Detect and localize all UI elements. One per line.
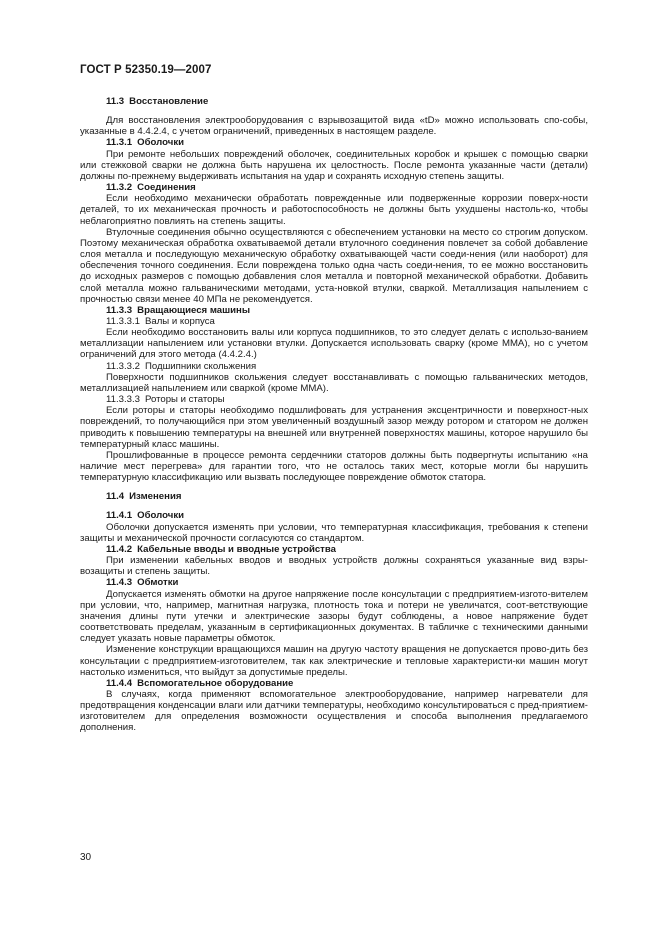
subsection-title: Роторы и статоры [144, 394, 225, 406]
section-heading-11-3 [106, 96, 588, 107]
subsection-number: 11.3.3.2 [106, 360, 140, 372]
document-header: ГОСТ Р 52350.19—2007 [80, 64, 212, 76]
section-title: Оболочки [137, 137, 185, 149]
paragraph-11-3-3-3-a: Если роторы и статоры необходимо подшлифовать для устранения эксцентричности и поверхност-ных повреждений, то получающийся при этом увеличенный воздушный зазор между ротором и статором не должен приводить к повышению температуры на внешней или внутренней поверхностях машины, которое нарушило бы температурный класс машины. [80, 405, 588, 450]
paragraph-11-3-intro: Для восстановления электрооборудования с взрывозащитой вида «tD» можно использовать спо-собы, указанные в 4.4.2.4, с учетом ограничений, приведенных в настоящем разделе. [80, 115, 588, 138]
paragraph-11-3-2-b: Втулочные соединения обычно осуществляются с обеспечением установки на место со строгим допуском. Поэтому механическая обработка охватываемой детали втулочного соединения повлечет за собой добавление слоя металла и последующую механическую обработку охватывающей части соеди-нения (или наоборот) для обеспечения точного соединения. Если повреждена только одна часть соеди-нения, то ее можно восстановить до исходных размеров с помощью добавления слоя металла и повторной механической обработки. Добавить слой металла можно гальваническими методами, уста-новкой втулки, сваркой. Металлизация напылением с прочностью связи менее 40 МПа не рекомендуется. [80, 226, 588, 305]
section-title: Вращающиеся машины [137, 304, 251, 316]
page-number: 30 [80, 852, 92, 863]
section-heading-11-4-3 [106, 577, 588, 588]
section-number: 11.4.2 [106, 543, 133, 555]
paragraph-11-4-3-b: Изменение конструкции вращающихся машин на другую частоту вращения не допускается прово-дить без консультации с предприятием-изготовителем, так как электрические и тепловые характеристи-ки машин могут настолько измениться, что выйдут за допустимые пределы. [80, 644, 588, 678]
section-number: 11.4 [106, 491, 125, 503]
section-heading-11-3-1 [106, 137, 588, 148]
paragraph-11-3-2-a: Если необходимо механически обработать поврежденные или подверженные коррозии поверх-ности деталей, то их механическая прочность и работоспособность не должны быть ухудшены настоль-ко, чтобы неблагоприятно повлиять на степень защиты. [80, 193, 588, 227]
paragraph-11-3-1: При ремонте небольших повреждений оболочек, соединительных коробок и крышек с помощью сварки или стежковой сварки не должна быть нарушена их целостность. После ремонта указанные части (детали) должны по-прежнему выдерживать испытания на удар и сохранять исходную степень защиты. [80, 148, 588, 182]
subsection-title: Валы и корпуса [144, 315, 215, 327]
section-title: Соединения [137, 182, 196, 194]
section-heading-11-4-4 [106, 678, 588, 689]
section-title: Вспомогательное оборудование [137, 677, 294, 689]
paragraph-11-4-4: В случаях, когда применяют вспомогательное электрооборудование, например нагреватели для предотвращения конденсации влаги или датчики температуры, необходимо консультироваться с пред-приятием-изготовителем для определения возможности осуществления и способа выполнения предлагаемого дополнения. [80, 688, 588, 734]
section-heading-11-4-1 [106, 510, 588, 521]
subsection-heading-11-3-3-1 [106, 316, 588, 327]
paragraph-11-4-1: Оболочки допускается изменять при условии, что температурная классификация, требования к степени защиты и механической прочности согласуются со стандартом. [80, 521, 588, 544]
paragraph-11-3-3-1: Если необходимо восстановить валы или корпуса подшипников, то это следует делать с использо-ванием металлизации напылением или установки втулки. Допускается использовать сварку (кроме ММА), но с учетом ограничений для этого метода (4.4.2.4.) [80, 327, 588, 361]
section-heading-11-3-3 [106, 305, 588, 316]
section-number: 11.3.3 [106, 304, 133, 316]
section-heading-11-4 [106, 491, 588, 502]
section-title: Восстановление [129, 96, 209, 107]
section-title: Изменения [129, 491, 182, 503]
section-number: 11.3 [106, 96, 125, 107]
page-content [80, 96, 588, 734]
subsection-heading-11-3-3-2 [106, 361, 588, 372]
subsection-number: 11.3.3.3 [106, 394, 140, 406]
section-number: 11.4.1 [106, 510, 133, 522]
section-title: Обмотки [137, 577, 179, 589]
subsection-number: 11.3.3.1 [106, 315, 140, 327]
paragraph-11-4-3-a: Допускается изменять обмотки на другое напряжение после консультации с предприятием-изгото-вителем при условии, что, например, магнитная нагрузка, плотность тока и потери не увеличатся, соот-ветствующие значения длины пути утечки и электрические зазоры будут соблюдены, а новое напряжение будет соответствовать пределам, указанным в сертификационных документах. В табличке с техническими данными следует указать новые параметры обмоток. [80, 588, 588, 645]
subsection-title: Подшипники скольжения [144, 360, 257, 372]
section-number: 11.3.2 [106, 182, 133, 194]
section-title: Кабельные вводы и вводные устройства [137, 543, 336, 555]
section-heading-11-4-2 [106, 544, 588, 555]
section-number: 11.4.4 [106, 677, 133, 689]
paragraph-11-4-2: При изменении кабельных вводов и вводных устройств должны сохраняться указанные вид взры-возащиты и степень защиты. [80, 555, 588, 578]
paragraph-11-3-3-3-b: Прошлифованные в процессе ремонта сердечники статоров должны быть подвергнуты испытанию «на наличие мест перегрева» для гарантии того, что не осталось таких мест, которые могли бы нарушить температурную классификацию или вызвать последующее повреждение обмоток статора. [80, 449, 588, 484]
paragraph-11-3-3-2: Поверхности подшипников скольжения следует восстанавливать с помощью гальванических методов, металлизацией напылением или сваркой (кроме ММА). [80, 371, 588, 394]
section-number: 11.4.3 [106, 577, 133, 589]
section-title: Оболочки [137, 510, 185, 522]
subsection-heading-11-3-3-3 [106, 394, 588, 405]
section-number: 11.3.1 [106, 137, 133, 149]
section-heading-11-3-2 [106, 182, 588, 193]
